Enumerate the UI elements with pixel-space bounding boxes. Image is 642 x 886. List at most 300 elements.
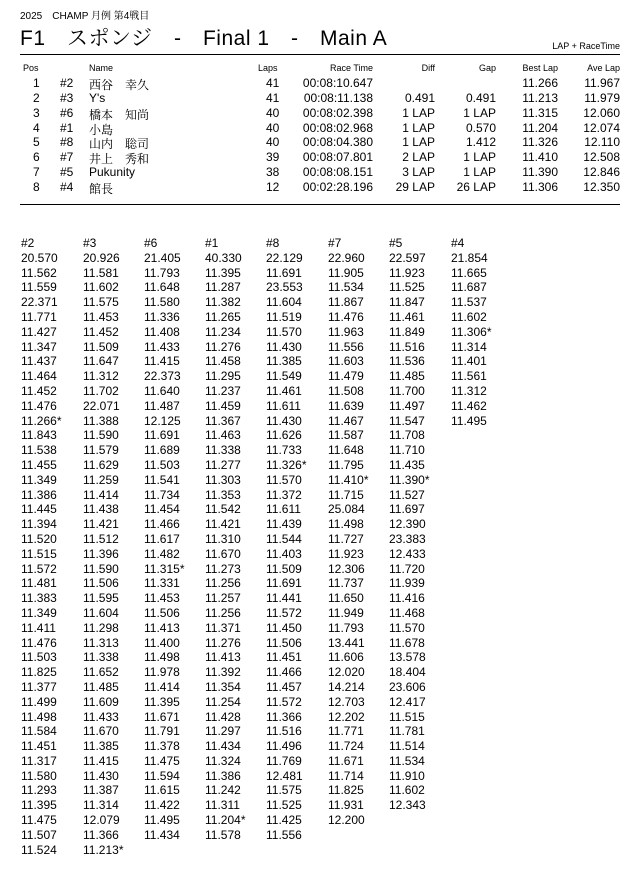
laps-cell: 40 — [266, 135, 280, 150]
lap-time: 11.237 — [205, 383, 241, 398]
lap-time: 20.570 — [21, 250, 58, 265]
lap-time: 11.498 — [144, 650, 180, 665]
lap-time: 11.793 — [144, 265, 180, 280]
diff-cell: 29 LAP — [395, 179, 435, 194]
lap-time: 11.458 — [205, 354, 241, 369]
lap-time: 11.395 — [205, 265, 241, 280]
lap-time: 11.396 — [83, 546, 119, 561]
lap-time: 12.020 — [328, 665, 365, 680]
lap-time: 11.495 — [144, 813, 180, 828]
race-time-cell: 00:08:08.151 — [302, 165, 373, 180]
col-header-laps: Laps — [258, 63, 278, 73]
col-header-gap: Gap — [478, 63, 496, 73]
lap-time: 11.390* — [389, 472, 430, 487]
lap-time: 11.463 — [205, 428, 241, 443]
lap-time: 11.670 — [83, 724, 119, 739]
lap-time: 11.403 — [266, 546, 302, 561]
lap-time: 11.525 — [266, 798, 302, 813]
lap-time: 11.479 — [328, 369, 364, 384]
lap-time: 11.516 — [389, 339, 425, 354]
lap-time: 11.727 — [328, 531, 364, 546]
event-name: 2025 CHAMP 月例 第4戦目 — [20, 11, 150, 22]
lap-time: 11.949 — [328, 605, 364, 620]
lap-time: 11.331 — [144, 576, 180, 591]
lap-time: 11.495 — [451, 413, 487, 428]
lap-time: 11.671 — [144, 709, 180, 724]
diff-cell: 1 LAP — [402, 135, 435, 150]
lap-time: 11.516 — [266, 724, 302, 739]
lap-time: 11.771 — [21, 309, 57, 324]
lap-time: 11.708 — [389, 428, 425, 443]
lap-time: 11.428 — [205, 709, 241, 724]
best-lap-cell: 11.213 — [522, 90, 558, 105]
lap-column-header: #7 — [328, 236, 342, 250]
report-type-label: LAP + RaceTime — [552, 41, 620, 51]
lap-time: 11.425 — [266, 813, 302, 828]
lap-time: 11.544 — [266, 531, 302, 546]
lap-time: 11.466 — [266, 665, 302, 680]
lap-time: 11.503 — [144, 457, 180, 472]
driver-name-cell: 小島 — [89, 122, 114, 137]
lap-time: 11.602 — [83, 280, 119, 295]
lap-time: 22.129 — [266, 250, 303, 265]
lap-time: 11.905 — [328, 265, 364, 280]
pos-cell: 4 — [33, 120, 40, 135]
lap-time: 11.385 — [266, 354, 302, 369]
lap-time: 11.580 — [21, 768, 57, 783]
lap-time: 11.497 — [389, 398, 425, 413]
best-lap-cell: 11.410 — [522, 150, 558, 165]
race-time-cell: 00:08:07.801 — [302, 150, 373, 165]
driver-name-cell: 橋本 知尚 — [89, 107, 150, 122]
top-divider — [20, 54, 620, 55]
lap-time: 11.715 — [328, 487, 364, 502]
lap-time: 11.534 — [328, 280, 364, 295]
best-lap-cell: 11.266 — [522, 76, 558, 90]
lap-time: 11.611 — [266, 502, 301, 517]
lap-time: 11.461 — [389, 309, 425, 324]
lap-time: 11.923 — [389, 265, 425, 280]
lap-time: 11.499 — [21, 694, 57, 709]
lap-time: 11.691 — [266, 576, 302, 591]
lap-column — [83, 236, 123, 857]
lap-column — [21, 236, 61, 857]
lap-time: 11.678 — [389, 635, 425, 650]
laps-cell: 38 — [266, 165, 280, 180]
lap-time: 11.430 — [266, 339, 302, 354]
lap-time: 11.506 — [83, 576, 119, 591]
lap-time: 11.313 — [83, 635, 119, 650]
lap-time: 11.652 — [83, 665, 119, 680]
lap-time: 11.394 — [21, 517, 57, 532]
lap-time: 11.410* — [328, 472, 369, 487]
lap-time: 11.503 — [21, 650, 57, 665]
lap-time: 11.427 — [21, 324, 57, 339]
lap-time: 11.349 — [21, 472, 57, 487]
lap-time: 11.923 — [328, 546, 364, 561]
lap-time: 11.452 — [83, 324, 119, 339]
lap-time: 11.434 — [205, 739, 241, 754]
race-time-cell: 00:02:28.196 — [302, 179, 373, 194]
best-lap-cell: 11.326 — [522, 135, 558, 150]
lap-time: 11.451 — [21, 739, 57, 754]
col-header-diff: Diff — [421, 63, 435, 73]
lap-time: 11.467 — [328, 413, 364, 428]
lap-time: 11.430 — [83, 768, 119, 783]
lap-time: 11.371 — [205, 620, 241, 635]
lap-time: 11.542 — [205, 502, 241, 517]
pos-cell: 7 — [33, 165, 40, 180]
gap-cell: 1 LAP — [463, 150, 496, 165]
lap-time: 11.441 — [266, 591, 302, 606]
lap-time: 11.691 — [266, 265, 302, 280]
lap-time: 40.330 — [205, 250, 242, 265]
lap-time: 11.507 — [21, 827, 57, 842]
lap-time: 11.367 — [205, 413, 241, 428]
lap-time: 11.464 — [21, 369, 57, 384]
laps-cell: 41 — [266, 90, 280, 105]
best-lap-cell: 11.204 — [522, 120, 558, 135]
lap-time: 11.382 — [205, 295, 241, 310]
car-number-cell: #4 — [60, 179, 74, 194]
lap-time: 11.587 — [328, 428, 364, 443]
lap-time: 11.733 — [266, 443, 302, 458]
ave-lap-cell: 12.846 — [583, 165, 620, 180]
pos-cell: 6 — [33, 150, 40, 165]
driver-name-cell: Y's — [89, 90, 106, 105]
lap-time: 11.476 — [21, 398, 57, 413]
lap-time: 12.202 — [328, 709, 365, 724]
lap-time: 11.457 — [266, 679, 302, 694]
lap-column-header: #2 — [21, 236, 35, 250]
lap-time: 11.687 — [451, 280, 487, 295]
lap-time: 11.422 — [144, 798, 180, 813]
lap-time: 11.590 — [83, 428, 119, 443]
lap-time: 22.597 — [389, 250, 426, 265]
lap-time: 11.213* — [83, 842, 124, 857]
lap-time: 11.254 — [205, 694, 241, 709]
lap-time: 11.435 — [389, 457, 425, 472]
lap-time: 11.572 — [266, 694, 302, 709]
gap-cell: 26 LAP — [456, 179, 496, 194]
lap-time: 11.825 — [328, 783, 364, 798]
lap-time: 11.581 — [83, 265, 119, 280]
lap-column-header: #5 — [389, 236, 403, 250]
col-header-best-lap: Best Lap — [522, 63, 558, 73]
lap-time: 11.781 — [389, 724, 425, 739]
lap-time: 11.439 — [266, 517, 302, 532]
lap-time: 11.468 — [389, 605, 425, 620]
lap-time: 11.400 — [144, 635, 180, 650]
lap-time: 11.843 — [21, 428, 57, 443]
lap-time: 11.265 — [205, 309, 241, 324]
gap-cell: 1 LAP — [463, 105, 496, 120]
lap-time: 11.665 — [451, 265, 487, 280]
lap-time: 11.411 — [21, 620, 56, 635]
lap-time: 11.336 — [144, 309, 180, 324]
best-lap-cell: 11.390 — [522, 165, 558, 180]
lap-time: 11.462 — [451, 398, 487, 413]
lap-time: 11.257 — [205, 591, 241, 606]
lap-time: 11.256 — [205, 576, 241, 591]
lap-time: 11.378 — [144, 739, 180, 754]
lap-time: 12.200 — [328, 813, 365, 828]
lap-time: 11.606 — [328, 650, 364, 665]
lap-time: 11.297 — [205, 724, 241, 739]
laps-cell: 39 — [266, 150, 280, 165]
lap-time: 11.520 — [21, 531, 57, 546]
lap-time: 11.459 — [205, 398, 241, 413]
lap-time: 11.256 — [205, 605, 241, 620]
diff-cell: 0.491 — [404, 90, 435, 105]
lap-time: 11.315* — [144, 561, 185, 576]
lap-time: 11.524 — [21, 842, 57, 857]
lap-time: 13.441 — [328, 635, 365, 650]
lap-time: 11.534 — [389, 753, 425, 768]
lap-time: 11.590 — [83, 561, 119, 576]
diff-cell: 2 LAP — [402, 150, 435, 165]
lap-time: 11.604 — [266, 295, 302, 310]
col-header-race-time: Race Time — [329, 63, 373, 73]
lap-time: 11.519 — [266, 309, 302, 324]
lap-time: 11.527 — [389, 487, 425, 502]
ave-lap-cell: 12.110 — [584, 135, 620, 150]
section-divider — [20, 204, 620, 205]
lap-time: 11.451 — [266, 650, 302, 665]
lap-time: 11.575 — [266, 783, 302, 798]
lap-time: 11.603 — [328, 354, 364, 369]
lap-time: 20.926 — [83, 250, 120, 265]
lap-time: 14.214 — [328, 679, 365, 694]
lap-time: 25.084 — [328, 502, 365, 517]
lap-column-header: #8 — [266, 236, 280, 250]
lap-time: 11.354 — [205, 679, 241, 694]
lap-time: 11.931 — [328, 798, 364, 813]
lap-time: 11.433 — [144, 339, 180, 354]
lap-time: 11.413 — [205, 650, 241, 665]
lap-time: 21.854 — [451, 250, 488, 265]
driver-name-cell: 山内 聡司 — [89, 137, 150, 152]
car-number-cell: #2 — [60, 76, 74, 90]
lap-time: 11.482 — [144, 546, 180, 561]
lap-time: 11.538 — [21, 443, 57, 458]
lap-time: 11.475 — [144, 753, 180, 768]
lap-time: 11.515 — [389, 709, 425, 724]
lap-time: 11.204* — [205, 813, 246, 828]
lap-time: 11.326* — [266, 457, 307, 472]
lap-column-header: #6 — [144, 236, 158, 250]
col-header-ave-lap: Ave Lap — [587, 63, 620, 73]
lap-time: 11.561 — [451, 369, 487, 384]
diff-cell: 3 LAP — [402, 165, 435, 180]
lap-time: 11.714 — [328, 768, 364, 783]
lap-time: 11.559 — [21, 280, 57, 295]
lap-time: 11.939 — [389, 576, 425, 591]
lap-time: 11.466 — [144, 517, 180, 532]
lap-time: 11.324 — [205, 753, 241, 768]
lap-time: 11.509 — [266, 561, 302, 576]
pos-cell: 5 — [33, 135, 40, 150]
lap-column-header: #4 — [451, 236, 465, 250]
lap-time: 11.602 — [389, 783, 425, 798]
lap-time: 11.609 — [83, 694, 119, 709]
lap-time: 11.771 — [328, 724, 364, 739]
ave-lap-cell: 12.060 — [583, 105, 620, 120]
car-number-cell: #3 — [60, 90, 74, 105]
gap-cell: 1 LAP — [463, 165, 496, 180]
lap-time: 11.825 — [21, 665, 57, 680]
laps-cell: 40 — [266, 120, 280, 135]
lap-time: 22.373 — [144, 369, 181, 384]
lap-time: 11.512 — [83, 531, 119, 546]
car-number-cell: #8 — [60, 135, 74, 150]
lap-time: 11.584 — [21, 724, 57, 739]
lap-time: 11.795 — [328, 457, 364, 472]
lap-time: 13.578 — [389, 650, 426, 665]
lap-time: 11.556 — [266, 827, 302, 842]
lap-time: 11.570 — [266, 472, 302, 487]
lap-time: 18.404 — [389, 665, 426, 680]
lap-time: 11.395 — [21, 798, 57, 813]
lap-time: 11.769 — [266, 753, 302, 768]
lap-time: 11.372 — [266, 487, 302, 502]
race-time-cell: 00:08:04.380 — [302, 135, 373, 150]
lap-time: 11.604 — [83, 605, 119, 620]
lap-time: 11.724 — [328, 739, 364, 754]
gap-cell: 0.570 — [465, 120, 496, 135]
lap-time: 11.541 — [144, 472, 180, 487]
lap-time: 11.310 — [205, 531, 241, 546]
lap-time: 11.476 — [328, 309, 364, 324]
lap-time: 11.496 — [266, 739, 302, 754]
lap-time: 11.556 — [328, 339, 364, 354]
lap-time: 11.594 — [144, 768, 180, 783]
lap-time: 11.314 — [451, 339, 487, 354]
lap-time: 11.847 — [389, 295, 425, 310]
lap-time: 11.386 — [21, 487, 57, 502]
lap-time: 11.702 — [83, 383, 119, 398]
lap-time: 11.312 — [83, 369, 119, 384]
diff-cell: 1 LAP — [402, 120, 435, 135]
car-number-cell: #5 — [60, 165, 74, 180]
lap-column — [266, 236, 306, 843]
lap-time: 11.298 — [83, 620, 119, 635]
pos-cell: 8 — [33, 179, 40, 194]
lap-time: 11.737 — [328, 576, 364, 591]
lap-time: 11.670 — [205, 546, 241, 561]
lap-time: 11.386 — [205, 768, 241, 783]
lap-time: 11.572 — [266, 605, 302, 620]
lap-time: 11.509 — [83, 339, 119, 354]
lap-time: 11.306* — [451, 324, 492, 339]
lap-time: 11.421 — [83, 517, 119, 532]
laps-cell: 12 — [266, 179, 280, 194]
lap-time: 11.572 — [21, 561, 57, 576]
lap-time: 11.234 — [205, 324, 241, 339]
lap-time: 11.453 — [83, 309, 119, 324]
lap-time: 11.626 — [266, 428, 302, 443]
lap-time: 23.553 — [266, 280, 303, 295]
lap-time: 12.306 — [328, 561, 365, 576]
lap-time: 11.312 — [451, 383, 487, 398]
lap-time: 11.720 — [389, 561, 425, 576]
lap-time: 11.401 — [451, 354, 487, 369]
driver-name-cell: 西谷 幸久 — [89, 78, 150, 92]
best-lap-cell: 11.306 — [522, 179, 558, 194]
lap-time: 11.578 — [205, 827, 241, 842]
lap-time: 11.349 — [21, 605, 57, 620]
lap-time: 11.629 — [83, 457, 119, 472]
lap-time: 11.450 — [266, 620, 302, 635]
lap-time: 11.338 — [205, 443, 241, 458]
lap-time: 11.508 — [328, 383, 364, 398]
lap-time: 11.438 — [83, 502, 119, 517]
lap-time: 11.392 — [205, 665, 241, 680]
pos-cell: 2 — [33, 90, 40, 105]
lap-time: 11.383 — [21, 591, 57, 606]
lap-time: 11.647 — [83, 354, 119, 369]
lap-time: 11.452 — [21, 383, 57, 398]
lap-time: 22.960 — [328, 250, 365, 265]
lap-time: 11.640 — [144, 383, 180, 398]
lap-time: 11.366 — [83, 827, 119, 842]
lap-time: 11.697 — [389, 502, 425, 517]
lap-time: 11.455 — [21, 457, 57, 472]
lap-time: 11.311 — [205, 798, 240, 813]
lap-time: 11.570 — [389, 620, 425, 635]
lap-time: 11.430 — [266, 413, 302, 428]
lap-column — [451, 236, 491, 428]
lap-time: 11.277 — [205, 457, 241, 472]
lap-time: 11.481 — [21, 576, 57, 591]
ave-lap-cell: 12.508 — [583, 150, 620, 165]
lap-time: 11.615 — [144, 783, 180, 798]
lap-time: 11.353 — [205, 487, 241, 502]
lap-time: 11.515 — [21, 546, 57, 561]
lap-time: 12.703 — [328, 694, 365, 709]
lap-time: 11.671 — [328, 753, 364, 768]
lap-time: 11.978 — [144, 665, 180, 680]
lap-time: 11.793 — [328, 620, 364, 635]
lap-time: 11.416 — [389, 591, 425, 606]
lap-time: 11.691 — [144, 428, 180, 443]
lap-time: 11.498 — [21, 709, 57, 724]
col-header-name: Name — [89, 63, 114, 73]
lap-time: 11.562 — [21, 265, 57, 280]
lap-time: 11.514 — [389, 739, 425, 754]
lap-time: 12.343 — [389, 798, 426, 813]
lap-column — [328, 236, 368, 828]
lap-time: 11.910 — [389, 768, 425, 783]
race-time-cell: 00:08:02.968 — [302, 120, 373, 135]
lap-time: 11.734 — [144, 487, 180, 502]
lap-time: 11.867 — [328, 295, 364, 310]
col-header-pos: Pos — [23, 63, 39, 73]
car-number-cell: #1 — [60, 120, 74, 135]
lap-time: 11.700 — [389, 383, 425, 398]
lap-time: 12.125 — [144, 413, 181, 428]
lap-time: 12.481 — [266, 768, 303, 783]
lap-time: 11.387 — [83, 783, 119, 798]
lap-time: 12.079 — [83, 813, 120, 828]
lap-time: 11.570 — [266, 324, 302, 339]
race-time-cell: 00:08:10.647 — [302, 76, 373, 90]
lap-time: 22.071 — [83, 398, 120, 413]
laps-cell: 41 — [266, 76, 280, 90]
lap-time: 11.317 — [21, 753, 57, 768]
lap-time: 11.575 — [83, 295, 119, 310]
lap-time: 23.383 — [389, 531, 426, 546]
